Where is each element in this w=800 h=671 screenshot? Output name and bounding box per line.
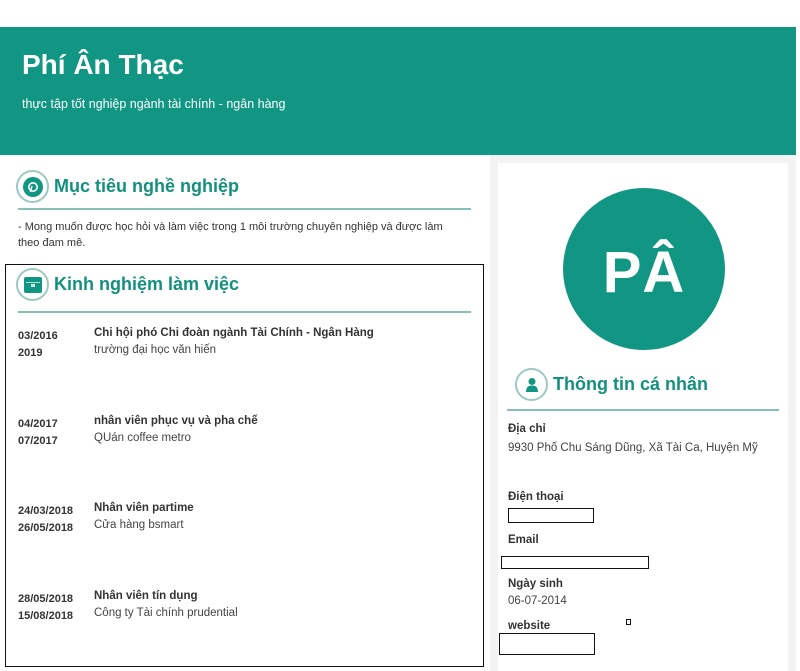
experience-position: nhân viên phục vụ và pha chế xyxy=(94,415,258,427)
phone-label: Điện thoại xyxy=(508,491,564,503)
personal-info-section-header xyxy=(515,368,708,401)
experience-section-header xyxy=(16,268,239,301)
address-value: 9930 Phố Chu Sáng Dũng, Xã Tài Ca, Huyện Mỹ xyxy=(508,442,758,454)
experience-organization: QUán coffee metro xyxy=(94,432,191,444)
briefcase-icon xyxy=(16,268,49,301)
email-redacted-box xyxy=(501,556,649,569)
experience-organization: Cửa hàng bsmart xyxy=(94,519,184,531)
small-marker xyxy=(626,619,631,625)
address-label: Địa chỉ xyxy=(508,423,546,435)
experience-dates: 04/2017 07/2017 xyxy=(18,418,58,447)
birthday-value: 06-07-2014 xyxy=(508,595,567,607)
experience-position: Nhân viên partime xyxy=(94,502,194,514)
personal-info-title: Thông tin cá nhân xyxy=(553,374,708,394)
experience-dates: 24/03/2018 26/05/2018 xyxy=(18,505,74,534)
experience-dates: 28/05/2018 15/08/2018 xyxy=(18,593,74,622)
user-icon xyxy=(515,368,548,401)
experience-dates: 03/2016 2019 xyxy=(18,330,58,359)
experience-position: Chi hội phó Chi đoàn ngành Tài Chính - Ngân Hàng xyxy=(94,327,374,339)
cv-header xyxy=(0,27,796,155)
objective-section-header xyxy=(16,170,239,203)
objective-text: - Mong muốn được học hỏi và làm việc trong 1 môi trường chuyên nghiệp và được làm theo đam mê. xyxy=(18,221,443,249)
website-label: website xyxy=(508,620,551,632)
objective-title: Mục tiêu nghề nghiệp xyxy=(54,176,239,196)
birthday-label: Ngày sinh xyxy=(508,578,563,590)
candidate-subtitle: thực tập tốt nghiệp ngành tài chính - ngân hàng xyxy=(22,97,286,111)
website-redacted-box xyxy=(499,633,595,655)
experience-position: Nhân viên tín dụng xyxy=(94,590,198,602)
experience-organization: trường đại học văn hiến xyxy=(94,344,217,356)
experience-divider xyxy=(18,311,471,313)
personal-info-divider xyxy=(507,409,779,411)
objective-divider xyxy=(18,208,471,210)
pinterest-icon xyxy=(16,170,49,203)
experience-title: Kinh nghiệm làm việc xyxy=(54,274,240,294)
avatar: PÂ xyxy=(563,188,725,350)
candidate-name: Phí Ân Thạc xyxy=(22,49,184,80)
phone-redacted-box xyxy=(508,508,594,523)
experience-organization: Công ty Tài chính prudential xyxy=(94,607,238,619)
email-label: Email xyxy=(508,534,539,546)
